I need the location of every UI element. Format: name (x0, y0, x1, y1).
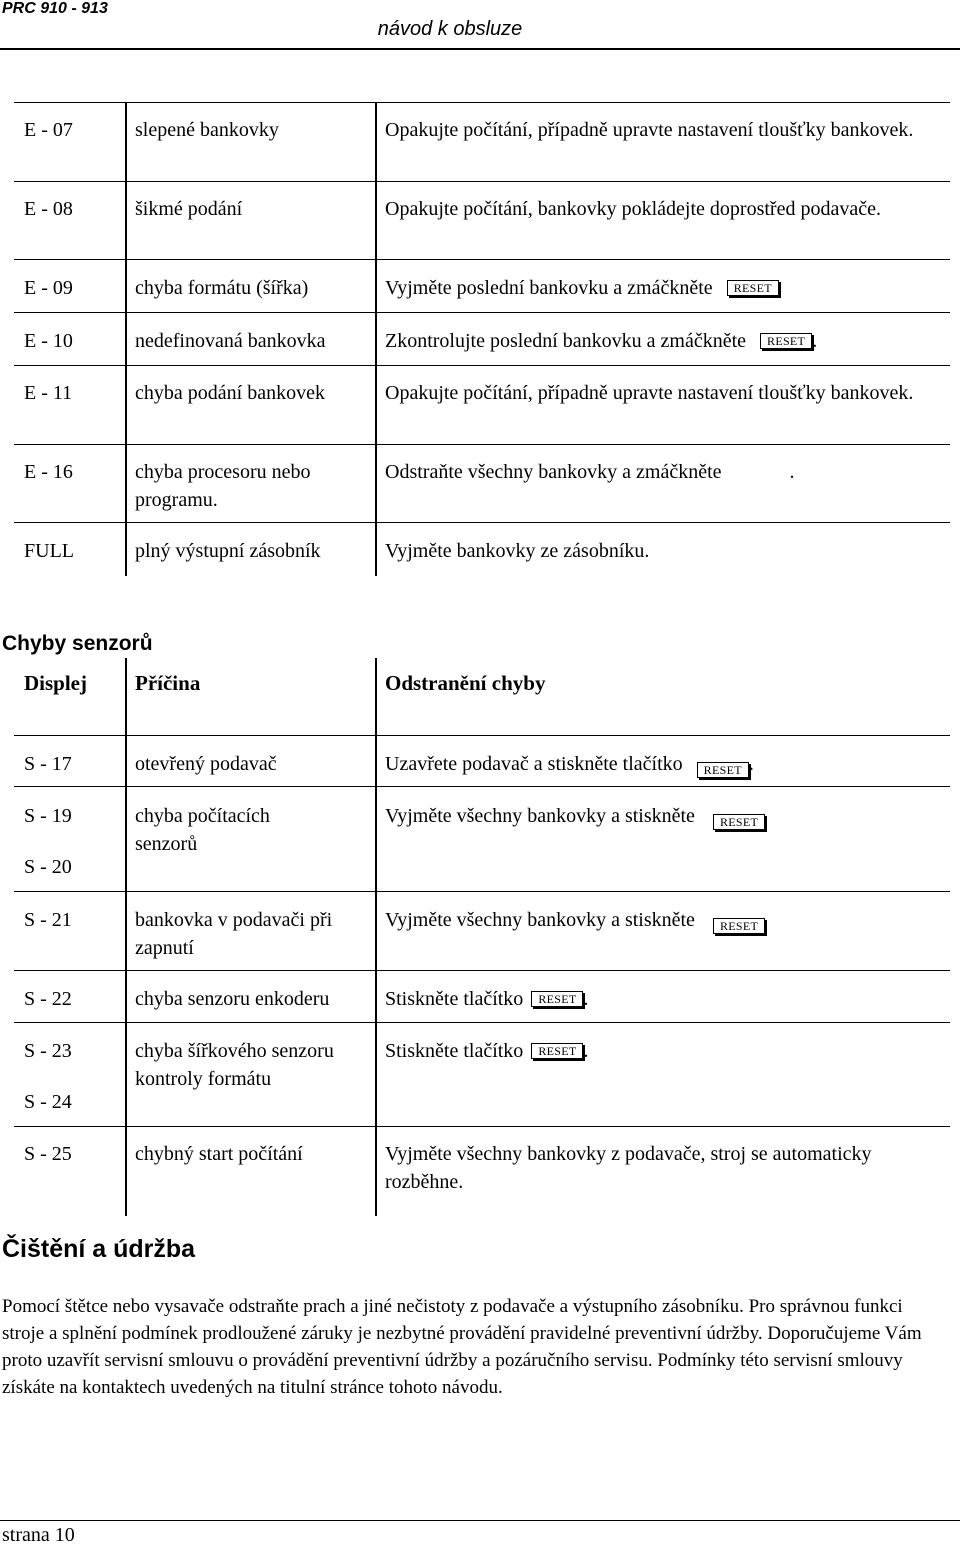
column-divider (125, 658, 127, 1216)
sensor-fix (385, 1037, 945, 1065)
error-cause: šikmé podání (135, 198, 243, 220)
error-fix: Opakujte počítání, případně upravte nastavení tloušťky bankovek. (385, 382, 914, 404)
table-rule (14, 181, 950, 182)
sensor-code: S - 24 (24, 1091, 72, 1113)
column-divider (125, 102, 127, 576)
sensor-fix (385, 750, 945, 778)
error-cause: slepené bankovky (135, 119, 279, 141)
table-rule (14, 312, 950, 313)
footer-divider (0, 1520, 960, 1521)
sensor-cause: chyba senzoru enkoderu (135, 988, 330, 1010)
sensor-fix-suffix: . (583, 1040, 589, 1062)
error-fix-text: Odstraňte všechny bankovky a zmáčkněte (385, 461, 722, 483)
sensor-cause: otevřený podavač (135, 753, 277, 775)
reset-key-label: RESET (713, 918, 765, 934)
reset-key-label: RESET (697, 762, 749, 778)
table-rule (14, 1022, 950, 1023)
error-fix-text: Zkontrolujte poslední bankovku a zmáčkněte (385, 330, 747, 352)
error-cause: chyba procesoru nebo programu. (135, 461, 311, 511)
error-fix (385, 274, 945, 302)
error-fix (385, 458, 945, 486)
column-header-display: Displej (24, 671, 87, 695)
column-divider (375, 102, 377, 576)
sensor-fix-text: Vyjměte všechny bankovky a stiskněte (385, 909, 695, 931)
error-code: E - 16 (24, 461, 73, 483)
error-code: E - 08 (24, 198, 73, 220)
maintenance-heading: Čištění a údržba (2, 1235, 196, 1263)
table-rule (14, 365, 950, 366)
error-fix: Vyjměte bankovky ze zásobníku. (385, 540, 650, 562)
sensor-code: S - 21 (24, 909, 72, 931)
error-code: E - 07 (24, 119, 73, 141)
header-divider (0, 48, 960, 50)
error-fix-suffix: . (789, 461, 795, 483)
sensor-code: S - 23 (24, 1040, 72, 1062)
maintenance-paragraph: Pomocí štětce nebo vysavače odstraňte prach a jiné nečistoty z podavače a výstupního zásobníku. Pro správnou funkci stroje a splnění podmínek prodloužené záruky je nezbytné provádění pravidelné preventivní údržby. Doporučujeme Vám proto uzavřít servisní smlouvu o provádění preventivní údržby a pozáručního servisu. Podmínky této servisní smlouvy získáte na kontaktech uvedených na titulní stránce tohoto návodu. (2, 1296, 922, 1398)
column-header-cause: Příčina (135, 671, 201, 695)
sensor-fix-text: Uzavřete podavač a stiskněte tlačítko (385, 753, 683, 775)
error-code: E - 11 (24, 382, 73, 404)
error-cause: nedefinovaná bankovka (135, 330, 326, 352)
error-fix (385, 327, 945, 355)
reset-key-label: RESET (760, 333, 812, 349)
sensors-heading: Chyby senzorů (2, 632, 153, 655)
reset-key-label: RESET (727, 280, 779, 296)
table-rule (14, 891, 950, 892)
sensor-cause: chyba šířkového senzoru kontroly formátu (135, 1040, 334, 1090)
table-rule (14, 970, 950, 971)
error-code: E - 09 (24, 277, 73, 299)
sensor-code: S - 19 (24, 805, 72, 827)
table-rule (14, 259, 950, 260)
sensor-cause: chybný start počítání (135, 1143, 303, 1165)
table-rule (14, 102, 950, 103)
table-rule (14, 1126, 950, 1127)
sensor-code: S - 17 (24, 753, 72, 775)
error-cause: chyba formátu (šířka) (135, 277, 309, 299)
column-divider (375, 658, 377, 1216)
document-model: PRC 910 - 913 (2, 0, 108, 17)
sensor-fix-text: Stiskněte tlačítko (385, 1040, 524, 1062)
reset-key-label: RESET (713, 814, 765, 830)
error-fix-suffix: . (812, 330, 818, 352)
sensor-fix (385, 985, 945, 1013)
error-cause: chyba podání bankovek (135, 382, 325, 404)
document-title: návod k obsluze (377, 18, 523, 40)
error-code: FULL (24, 540, 74, 562)
sensor-fix-text: Stiskněte tlačítko (385, 988, 524, 1010)
error-fix: Opakujte počítání, případně upravte nastavení tloušťky bankovek. (385, 119, 914, 141)
reset-key-label: RESET (531, 1043, 583, 1059)
table-rule (14, 522, 950, 523)
sensor-fix (385, 802, 945, 830)
error-fix: Opakujte počítání, bankovky pokládejte doprostřed podavače. (385, 198, 881, 220)
sensor-fix: Vyjměte všechny bankovky z podavače, stroj se automaticky rozběhne. (385, 1143, 872, 1193)
table-rule (14, 444, 950, 445)
sensor-code: S - 20 (24, 856, 72, 878)
sensor-code: S - 22 (24, 988, 72, 1010)
page-number: strana 10 (2, 1524, 75, 1546)
reset-key-label: RESET (531, 991, 583, 1007)
sensor-fix-suffix: . (583, 988, 589, 1010)
error-cause: plný výstupní zásobník (135, 540, 321, 562)
sensor-cause: bankovka v podavači při zapnutí (135, 909, 333, 959)
sensor-fix (385, 906, 945, 934)
sensor-fix-text: Vyjměte všechny bankovky a stiskněte (385, 805, 695, 827)
error-fix-text: Vyjměte poslední bankovku a zmáčkněte (385, 277, 713, 299)
error-code: E - 10 (24, 330, 73, 352)
table-rule (14, 786, 950, 787)
sensor-code: S - 25 (24, 1143, 72, 1165)
sensor-fix-suffix: . (748, 753, 754, 775)
table-rule (14, 735, 950, 736)
sensor-cause: chyba počítacích senzorů (135, 805, 270, 855)
column-header-fix: Odstranění chyby (385, 671, 546, 695)
